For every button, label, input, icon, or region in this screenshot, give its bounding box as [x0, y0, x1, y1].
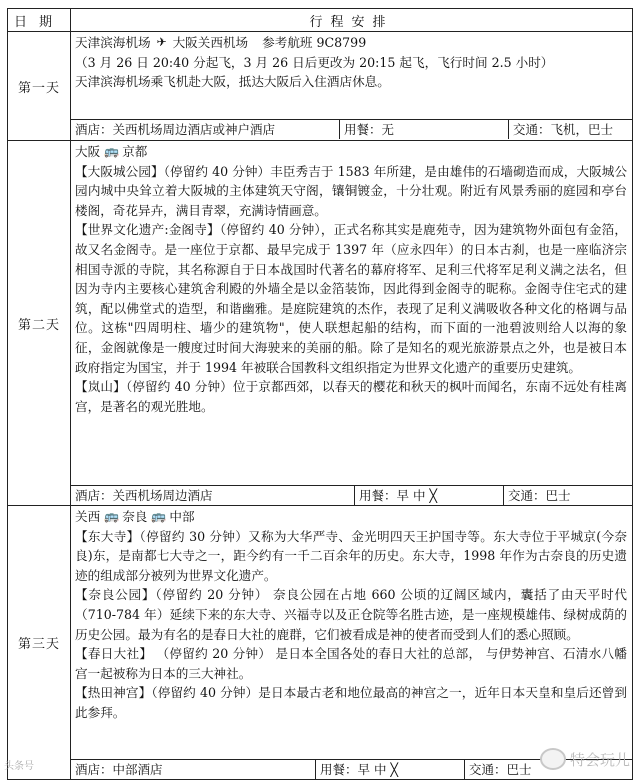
- watermark-right: [540, 748, 630, 770]
- day3-transport: 交通：巴士: [469, 762, 532, 777]
- bus-icon: 🚌: [104, 509, 120, 523]
- itinerary-table: [7, 8, 633, 780]
- bus-icon: 🚌: [104, 144, 120, 158]
- day1-meals: 用餐：无: [340, 120, 509, 139]
- watermark-right-text: 特会玩儿: [569, 750, 630, 769]
- day2-arashiyama: 【岚山】（停留约 40 分钟）位于京都西郊，以春天的樱花和秋天的枫叶而闻名，东南不远处有桂离宫，是著名的观光胜地。: [75, 379, 627, 414]
- day2-route: [75, 142, 627, 162]
- day1-transport: 交通：飞机，巴士: [513, 122, 614, 137]
- day1-label: 第一天: [8, 32, 71, 141]
- day1-row: [8, 32, 633, 141]
- day3-row: [8, 506, 633, 780]
- day1-desc: 天津滨海机场乘飞机赴大阪，抵达大阪后入住酒店休息。: [75, 74, 390, 90]
- day2-footer: [71, 485, 632, 505]
- day3-route-mid: 奈良: [122, 509, 148, 524]
- day2-route-to: 京都: [122, 144, 148, 159]
- day3-atsuta-jingu: 【热田神宫】（停留约 40 分钟）是日本最古老和地位最高的神宫之一，近年日本天皇和皇后还曾到此参拜。: [75, 685, 627, 720]
- airplane-icon: ✈: [156, 35, 167, 49]
- day2-content: [71, 141, 632, 485]
- bus-icon: 🚌: [151, 509, 167, 523]
- day2-row: [8, 141, 633, 506]
- day2-cell: [71, 141, 633, 506]
- day1-footer: [71, 119, 632, 139]
- day3-kasuga-taisha: 【春日大社】 （停留约 20 分钟） 是日本全国各处的春日大社的总部， 与伊势神宫、石清水八幡宫一起被称为日本的三大神社。: [75, 646, 627, 681]
- day3-route-to: 中部: [169, 509, 195, 524]
- day1-flight: 参考航班 9C8799: [262, 35, 367, 50]
- day2-hotel: 酒店：关西机场周边酒店: [71, 486, 355, 505]
- day1-content: [71, 32, 632, 119]
- day3-route-from: 关西: [75, 509, 101, 524]
- day3-meals: 用餐：早 中 ╳: [316, 760, 465, 779]
- day1-note: （3 月 26 日 20:40 分起飞，3 月 26 日后更改为 20:15 起飞，飞行时间 2.5 小时）: [75, 54, 554, 70]
- header-day: 日期: [8, 9, 71, 32]
- day2-transport: 交通：巴士: [508, 488, 571, 503]
- watermark-left: 头条号: [4, 761, 34, 772]
- day3-content: [71, 506, 632, 759]
- day1-route: [75, 33, 627, 53]
- day3-cell: [71, 506, 633, 780]
- day2-route-from: 大阪: [75, 144, 101, 159]
- day1-route-from: 天津滨海机场: [75, 35, 151, 50]
- day1-hotel: 酒店：关西机场周边酒店或神户酒店: [71, 120, 340, 139]
- day3-label: 第三天: [8, 506, 71, 780]
- day2-label: 第二天: [8, 141, 71, 506]
- day3-todaiji: 【东大寺】（停留约 30 分钟）又称为大华严寺、金光明四天王护国寺等。东大寺位于平城京(今奈良)东，是南都七大寺之一，距今约有一千二百余年的历史。东大寺，1998 年作为古奈良的历史遗迹的组成部分被列为世界文化遗产。: [75, 528, 627, 583]
- header-schedule: 行程安排: [71, 9, 633, 32]
- header-row: [8, 9, 633, 32]
- day3-route: [75, 507, 627, 527]
- day2-kinkakuji: 【世界文化遗产:金阁寺】（停留约 40 分钟），正式名称其实是鹿苑寺，因为建筑物外面包有金箔，故又名金阁寺。是一座位于京都、最早完成于 1397 年（应永四年）的日本古刹，也是一座临济宗相国寺派的寺院，其名称源自于日本战国时代著名的幕府将军、足利三代将军足利义满之法名，但因为寺内主要核心建筑舍利殿的外墙全是以金箔装饰，因此得到金阁寺的昵称。金阁寺住宅式的建筑，配以佛堂式的造型，和谐幽雅。是庭院建筑的杰作，表现了足利义满吸收各种文化的格调与品位。这栋"四周明柱、墙少的建筑物"，使人联想起船的结构，而下面的一池碧波则给人以海的象征，金阁就像是一艘度过时间大海驶来的美丽的船。除了是知名的观光旅游景点之外，也是被日本政府指定为国宝，并于 1994 年被联合国教科文组织指定为世界文化遗产的重要历史建筑。: [75, 222, 627, 375]
- day1-route-to: 大阪关西机场: [172, 35, 249, 50]
- day2-meals: 用餐：早 中 ╳: [355, 486, 504, 505]
- day3-hotel: 酒店：中部酒店: [71, 760, 316, 779]
- wechat-logo-icon: [540, 748, 566, 770]
- day1-cell: [71, 32, 633, 141]
- day3-nara-park: 【奈良公园】（停留约 20 分钟） 奈良公园在占地 660 公顷的辽阔区域内，囊括了由天平时代（710-784 年）延续下来的东大寺、兴福寺以及正仓院等名胜古迹，是一座规模雄伟、绿树成荫的历史公园。最为有名的是春日大社的鹿群，它们被看成是神的使者而受到人们的悉心照顾。: [75, 587, 627, 642]
- day2-osaka-castle: 【大阪城公园】（停留约 40 分钟）丰臣秀吉于 1583 年所建，是由雄伟的石墙砌造而成，大阪城公园内城中央耸立着大阪城的主体建筑天守阁，镶铜镀金，十分壮观。附近有风景秀丽的庭园和亭台楼阁，奇花异卉，满目青翠，充满诗情画意。: [75, 163, 627, 218]
